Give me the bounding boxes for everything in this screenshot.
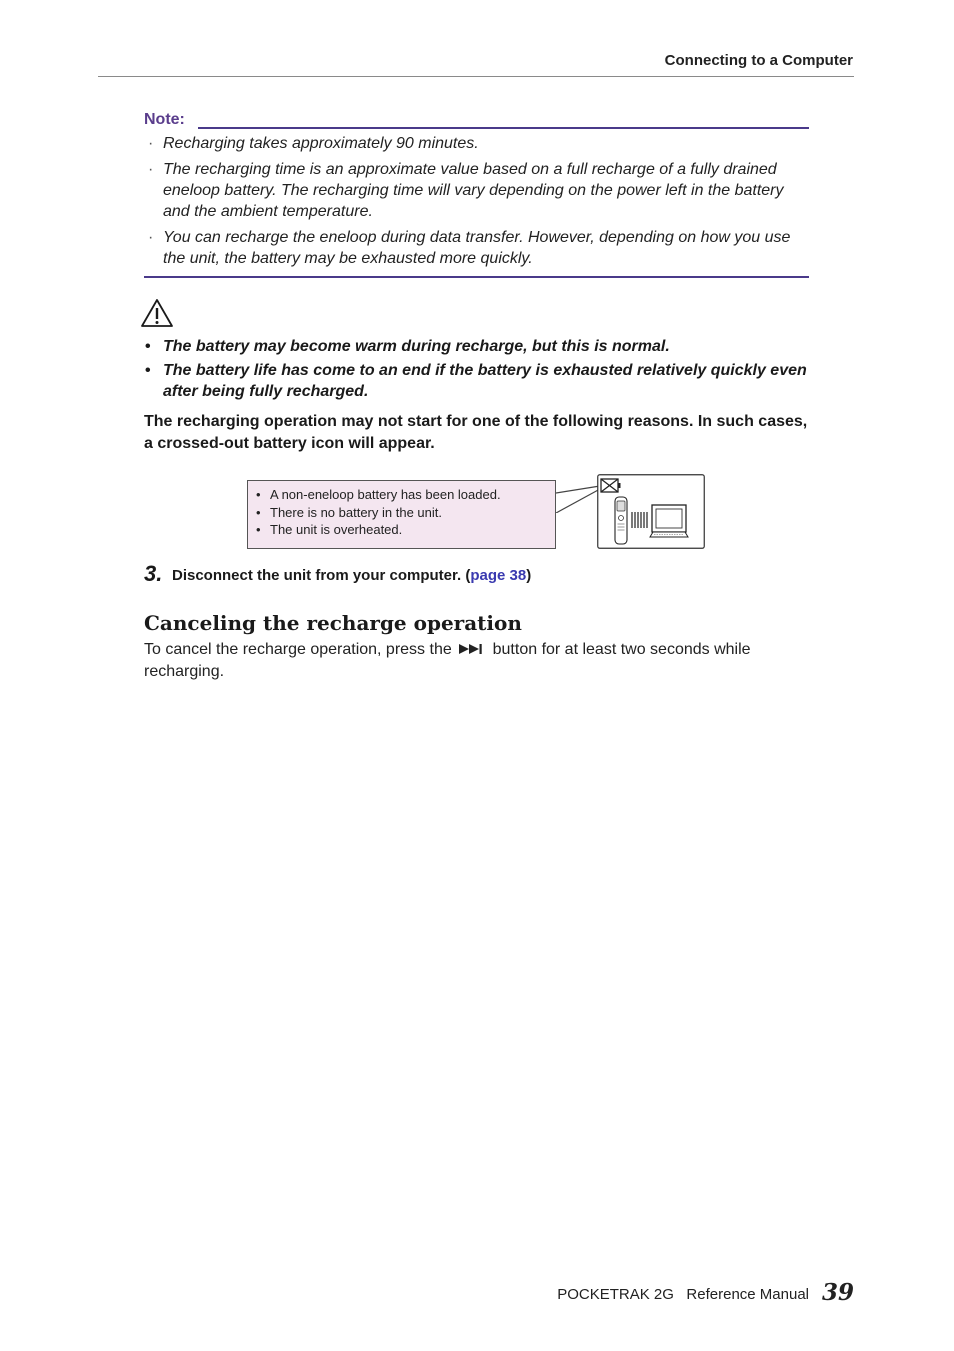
note-list bbox=[144, 133, 809, 274]
page-number: 39 bbox=[821, 1279, 854, 1306]
note-item: · Recharging takes approximately 90 minutes. bbox=[144, 133, 809, 154]
subsection-heading: Canceling the recharge operation bbox=[144, 611, 522, 635]
reason-item: • The unit is overheated. bbox=[256, 521, 551, 539]
recorder-computer-illustration bbox=[597, 474, 705, 549]
footer-title: POCKETRAK 2G Reference Manual bbox=[557, 1286, 809, 1303]
note-bottom-rule bbox=[144, 276, 809, 278]
callout-connector bbox=[556, 485, 602, 513]
step-instruction bbox=[172, 567, 531, 584]
reason-item: • A non-eneloop battery has been loaded. bbox=[256, 486, 551, 504]
header-rule bbox=[98, 76, 854, 77]
page-link[interactable]: page 38 bbox=[470, 567, 527, 584]
note-item: · You can recharge the eneloop during data transfer. However, depending on how you use the unit, the battery may be exhausted more quickly. bbox=[144, 227, 809, 269]
step-text: Disconnect the unit from your computer. ( bbox=[172, 567, 471, 584]
section-title: Connecting to a Computer bbox=[664, 52, 853, 69]
recorder-device-icon bbox=[615, 497, 627, 544]
caution-item: • The battery life has come to an end if the battery is exhausted relatively quickly even after being fully recharged. bbox=[144, 360, 814, 402]
computer-icon bbox=[650, 505, 688, 537]
cancel-text: To cancel the recharge operation, press the bbox=[144, 641, 457, 658]
caution-item: • The battery may become warm during recharge, but this is normal. bbox=[144, 336, 814, 357]
note-item: · The recharging time is an approximate value based on a full recharge of a fully drained eneloop battery. The recharging time will vary depending on the power left in the battery and the ambient temperature. bbox=[144, 159, 809, 222]
cancel-paragraph bbox=[144, 639, 814, 682]
fast-forward-icon bbox=[458, 643, 484, 655]
caution-list bbox=[144, 336, 814, 405]
cancel-text-end: button for at least two seconds while recharging. bbox=[144, 641, 751, 680]
step-text-end: ) bbox=[526, 567, 532, 584]
reasons-list bbox=[256, 486, 551, 539]
note-label: Note: bbox=[144, 111, 185, 128]
step-number: 3. bbox=[144, 561, 163, 586]
crossed-battery-icon bbox=[601, 479, 621, 492]
reason-item: • There is no battery in the unit. bbox=[256, 504, 551, 522]
warning-triangle-icon bbox=[140, 298, 174, 328]
reasons-intro: The recharging operation may not start for one of the following reasons. In such cases, a crossed-out battery icon will appear. bbox=[144, 413, 808, 452]
note-top-rule bbox=[198, 127, 809, 129]
